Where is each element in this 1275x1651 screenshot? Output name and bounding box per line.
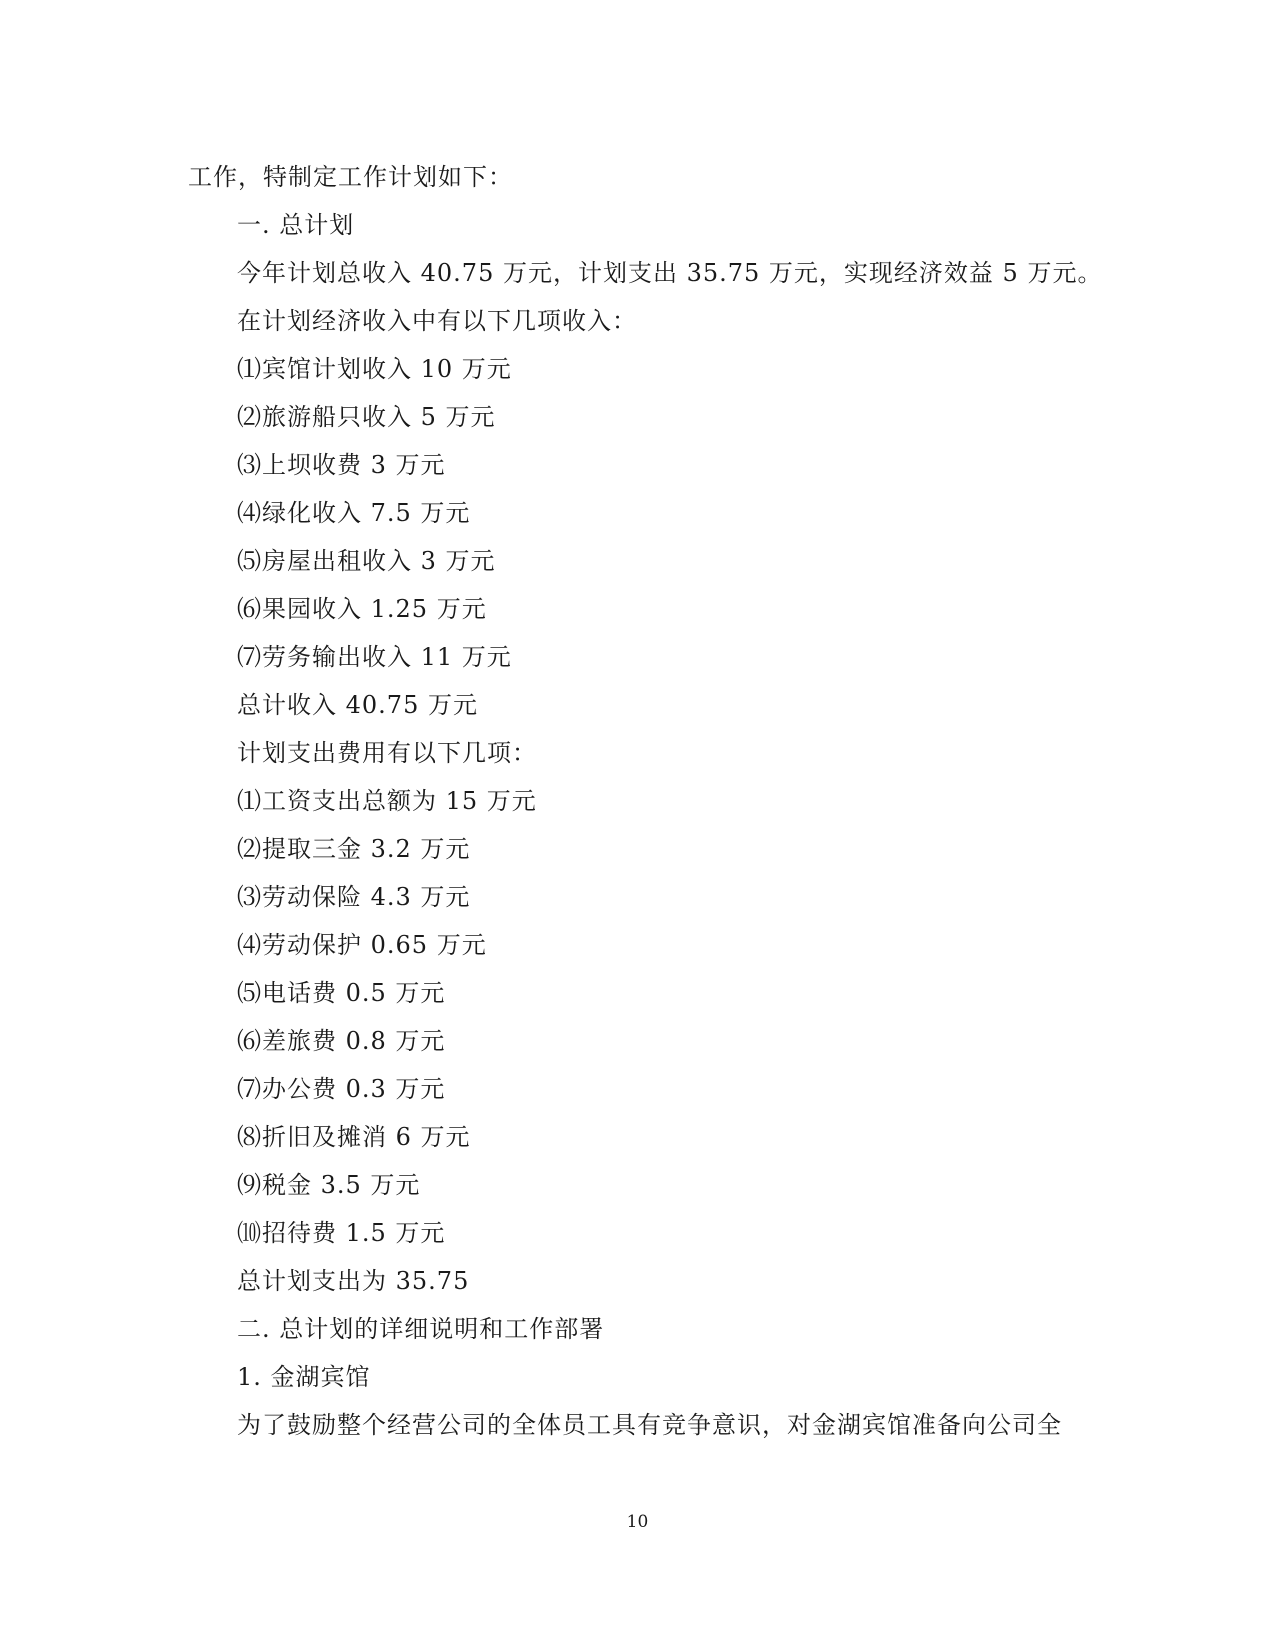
expense-total: 总计划支出为 35.75 [237, 1267, 470, 1295]
expense-item: ⑸电话费 0.5 万元 [237, 979, 446, 1007]
page-number: 10 [626, 1512, 649, 1532]
subsection-heading-hotel: 1. 金湖宾馆 [237, 1363, 371, 1391]
income-item: ⑴宾馆计划收入 10 万元 [237, 355, 512, 383]
text-line-income-intro: 在计划经济收入中有以下几项收入： [237, 307, 637, 335]
expense-item: ⑻折旧及摊消 6 万元 [237, 1123, 471, 1151]
text-line-summary: 今年计划总收入 40.75 万元，计划支出 35.75 万元，实现经济效益 5 万元。 [237, 259, 1103, 287]
expense-item: ⑹差旅费 0.8 万元 [237, 1027, 446, 1055]
income-item: ⑸房屋出租收入 3 万元 [237, 547, 496, 575]
expense-item: ⑼税金 3.5 万元 [237, 1171, 421, 1199]
expense-item: ⑴工资支出总额为 15 万元 [237, 787, 537, 815]
expense-item: ⑷劳动保护 0.65 万元 [237, 931, 487, 959]
expense-item: ⑺办公费 0.3 万元 [237, 1075, 446, 1103]
expense-item: ⑶劳动保险 4.3 万元 [237, 883, 471, 911]
section-heading-overall-plan: 一. 总计划 [237, 211, 355, 239]
income-item: ⑷绿化收入 7.5 万元 [237, 499, 471, 527]
expense-item: ⑵提取三金 3.2 万元 [237, 835, 471, 863]
expense-item: ⑽招待费 1.5 万元 [237, 1219, 446, 1247]
income-item: ⑺劳务输出收入 11 万元 [237, 643, 512, 671]
section-heading-details: 二. 总计划的详细说明和工作部署 [237, 1315, 605, 1343]
income-item: ⑶上坝收费 3 万元 [237, 451, 446, 479]
income-item: ⑵旅游船只收入 5 万元 [237, 403, 496, 431]
income-item: ⑹果园收入 1.25 万元 [237, 595, 487, 623]
text-line-hotel-paragraph: 为了鼓励整个经营公司的全体员工具有竞争意识，对金湖宾馆准备向公司全 [237, 1411, 1062, 1439]
income-total: 总计收入 40.75 万元 [237, 691, 478, 719]
text-line-intro: 工作，特制定工作计划如下： [188, 163, 513, 191]
text-line-expense-intro: 计划支出费用有以下几项： [237, 739, 537, 767]
